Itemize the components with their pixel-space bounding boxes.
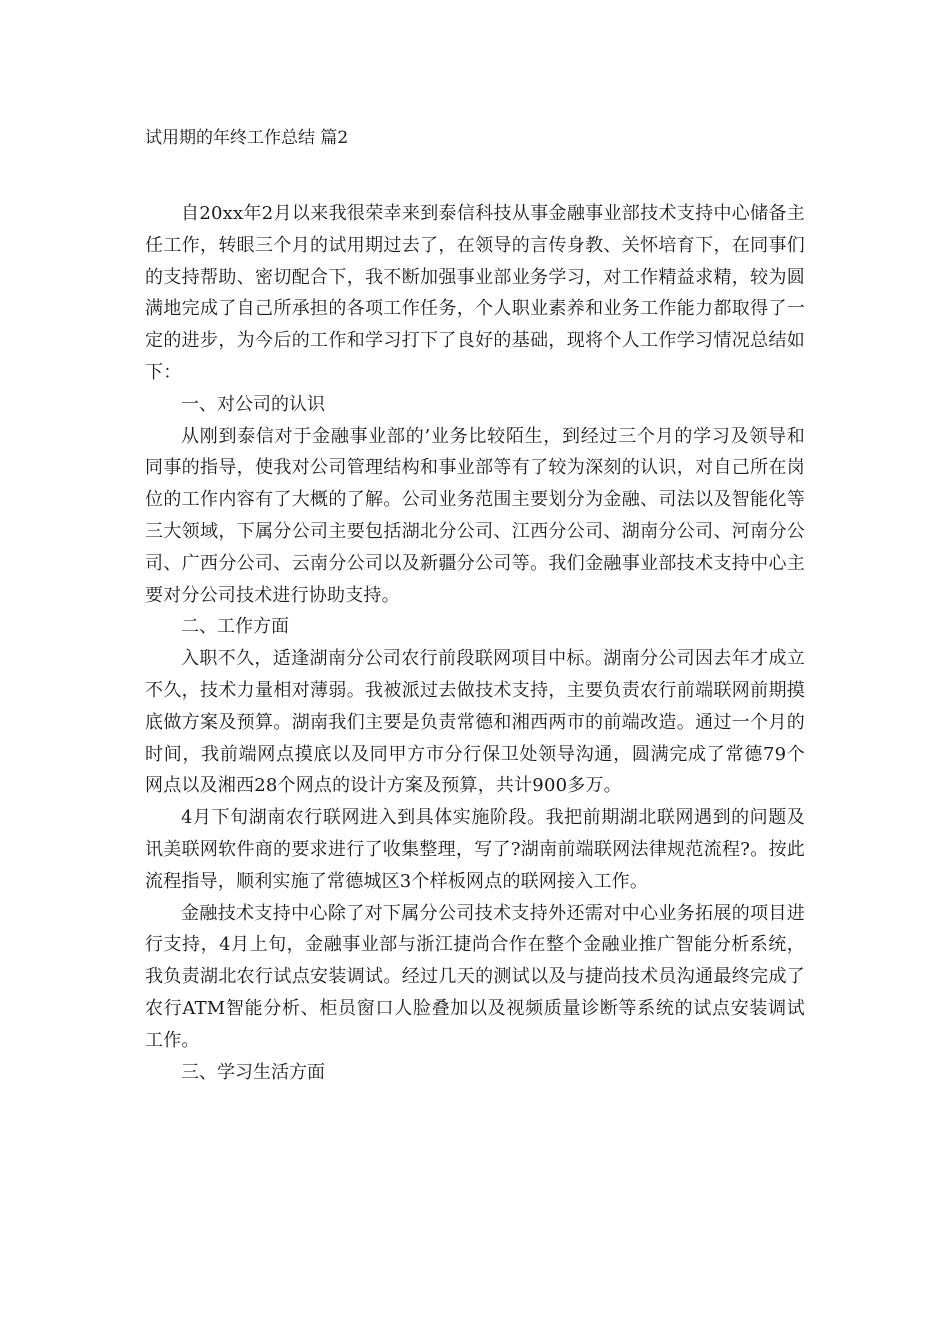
- paragraph-work-hunan: 入职不久，适逢湖南分公司农行前段联网项目中标。湖南分公司因去年才成立不久，技术力量相对薄弱。我被派过去做技术支持，主要负责农行前端联网前期摸底做方案及预算。湖南我们主要是负责常德和湘西两市的前端改造。通过一个月的时间，我前端网点摸底以及同甲方市分行保卫处领导沟通，圆满完成了常德79个网点以及湘西28个网点的设计方案及预算，共计900多万。: [145, 648, 805, 797]
- document-page: [145, 124, 805, 1088]
- paragraph-company: 从刚到泰信对于金融事业部的’业务比较陌生，到经过三个月的学习及领导和同事的指导，使我对公司管理结构和事业部等有了较为深刻的认识，对自己所在岗位的工作内容有了大概的了解。公司业务范围主要划分为金融、司法以及智能化等三大领域，下属分公司主要包括湖北分公司、江西分公司、湖南分公司、河南分公司、广西分公司、云南分公司以及新疆分公司等。我们金融事业部技术支持中心主要对分公司技术进行协助支持。: [145, 425, 805, 606]
- section-heading-study-life: 三、学习生活方面: [181, 1061, 325, 1083]
- paragraph-work-support: 金融技术支持中心除了对下属分公司技术支持外还需对中心业务拓展的项目进行支持，4月上旬，金融事业部与浙江捷尚合作在整个金融业推广智能分析系统，我负责湖北农行试点安装调试。经过几天的测试以及与捷尚技术员沟通最终完成了农行ATM智能分析、柜员窗口人脸叠加以及视频质量诊断等系统的试点安装调试工作。: [145, 902, 805, 1051]
- section-heading-work: 二、工作方面: [181, 616, 289, 638]
- paragraph-work-implementation: 4月下旬湖南农行联网进入到具体实施阶段。我把前期湖北联网遇到的问题及讯美联网软件商的要求进行了收集整理，写了?湖南前端联网法律规范流程?。按此流程指导，顺利实施了常德城区3个样板网点的联网接入工作。: [145, 807, 805, 892]
- document-title: 试用期的年终工作总结 篇2: [145, 128, 349, 148]
- section-heading-company: 一、对公司的认识: [181, 393, 325, 415]
- paragraph-intro: 自20xx年2月以来我很荣幸来到泰信科技从事金融事业部技术支持中心储备主任工作，转眼三个月的试用期过去了，在领导的言传身教、关怀培育下，在同事们的支持帮助、密切配合下，我不断加强事业部业务学习，对工作精益求精，较为圆满地完成了自己所承担的各项工作任务，个人职业素养和业务工作能力都取得了一定的进步，为今后的工作和学习打下了良好的基础，现将个人工作学习情况总结如下：: [145, 203, 805, 383]
